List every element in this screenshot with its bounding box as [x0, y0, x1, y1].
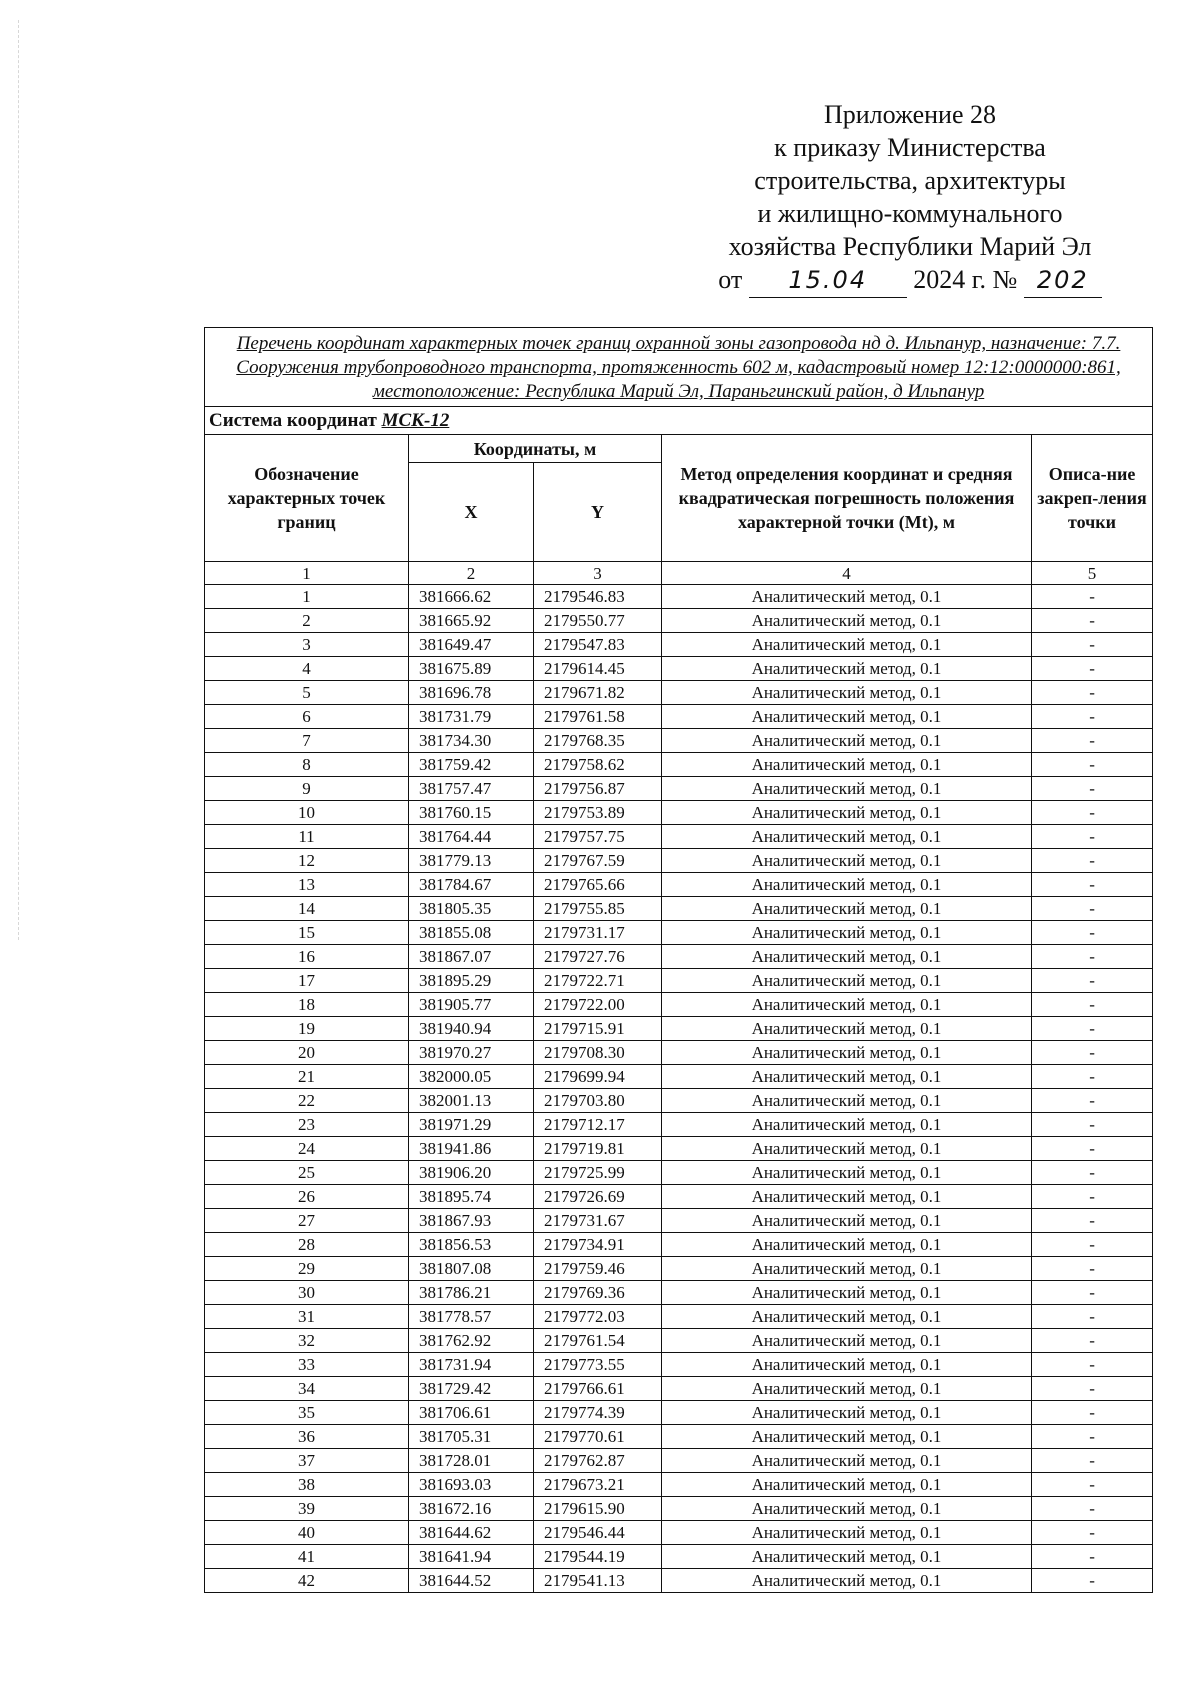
fixation-cell: - [1032, 585, 1153, 609]
table-row [205, 585, 1153, 609]
point-id-cell: 13 [205, 873, 409, 897]
point-id-cell: 28 [205, 1233, 409, 1257]
fixation-cell: - [1032, 753, 1153, 777]
fixation-cell: - [1032, 801, 1153, 825]
y-coord-cell: 2179722.00 [534, 993, 662, 1017]
method-cell: Аналитический метод, 0.1 [662, 873, 1032, 897]
appendix-header [700, 98, 1120, 298]
table-row [205, 1137, 1153, 1161]
table-row [205, 1065, 1153, 1089]
y-coord-cell: 2179719.81 [534, 1137, 662, 1161]
fixation-cell: - [1032, 1281, 1153, 1305]
method-cell: Аналитический метод, 0.1 [662, 1305, 1032, 1329]
fixation-cell: - [1032, 969, 1153, 993]
point-id-cell: 36 [205, 1425, 409, 1449]
method-cell: Аналитический метод, 0.1 [662, 777, 1032, 801]
method-cell: Аналитический метод, 0.1 [662, 1065, 1032, 1089]
table-row [205, 1329, 1153, 1353]
table-row [205, 1281, 1153, 1305]
column-number: 2 [409, 562, 534, 585]
x-coord-cell: 381905.77 [409, 993, 534, 1017]
point-id-cell: 15 [205, 921, 409, 945]
method-cell: Аналитический метод, 0.1 [662, 753, 1032, 777]
fixation-cell: - [1032, 1401, 1153, 1425]
point-id-cell: 27 [205, 1209, 409, 1233]
coordinate-rows [205, 585, 1153, 1593]
table-row [205, 1233, 1153, 1257]
fixation-cell: - [1032, 921, 1153, 945]
header-line: строительства, архитектуры [754, 166, 1066, 195]
table-row [205, 705, 1153, 729]
point-id-cell: 18 [205, 993, 409, 1017]
fixation-cell: - [1032, 1473, 1153, 1497]
method-cell: Аналитический метод, 0.1 [662, 1449, 1032, 1473]
point-id-cell: 11 [205, 825, 409, 849]
fixation-cell: - [1032, 1449, 1153, 1473]
y-coord-cell: 2179614.45 [534, 657, 662, 681]
x-coord-cell: 381729.42 [409, 1377, 534, 1401]
fixation-cell: - [1032, 1329, 1153, 1353]
method-cell: Аналитический метод, 0.1 [662, 633, 1032, 657]
point-id-cell: 16 [205, 945, 409, 969]
method-cell: Аналитический метод, 0.1 [662, 585, 1032, 609]
table-row [205, 1113, 1153, 1137]
point-id-cell: 35 [205, 1401, 409, 1425]
method-cell: Аналитический метод, 0.1 [662, 801, 1032, 825]
point-id-cell: 22 [205, 1089, 409, 1113]
table-row [205, 897, 1153, 921]
y-coord-cell: 2179768.35 [534, 729, 662, 753]
x-coord-cell: 381757.47 [409, 777, 534, 801]
x-coord-cell: 381728.01 [409, 1449, 534, 1473]
fixation-cell: - [1032, 1569, 1153, 1593]
y-coord-cell: 2179767.59 [534, 849, 662, 873]
fixation-cell: - [1032, 945, 1153, 969]
table-row [205, 921, 1153, 945]
fixation-cell: - [1032, 1041, 1153, 1065]
coordinate-system [205, 407, 1153, 435]
method-cell: Аналитический метод, 0.1 [662, 1545, 1032, 1569]
method-cell: Аналитический метод, 0.1 [662, 1257, 1032, 1281]
point-id-cell: 41 [205, 1545, 409, 1569]
table-row [205, 1257, 1153, 1281]
method-cell: Аналитический метод, 0.1 [662, 849, 1032, 873]
point-id-cell: 6 [205, 705, 409, 729]
y-coord-cell: 2179546.83 [534, 585, 662, 609]
method-cell: Аналитический метод, 0.1 [662, 1017, 1032, 1041]
method-cell: Аналитический метод, 0.1 [662, 945, 1032, 969]
x-coord-cell: 381649.47 [409, 633, 534, 657]
point-id-cell: 38 [205, 1473, 409, 1497]
table-row [205, 801, 1153, 825]
column-number: 5 [1032, 562, 1153, 585]
method-cell: Аналитический метод, 0.1 [662, 1497, 1032, 1521]
point-id-cell: 19 [205, 1017, 409, 1041]
fixation-cell: - [1032, 1017, 1153, 1041]
y-coord-cell: 2179699.94 [534, 1065, 662, 1089]
table-row [205, 1161, 1153, 1185]
point-id-cell: 21 [205, 1065, 409, 1089]
method-cell: Аналитический метод, 0.1 [662, 1161, 1032, 1185]
table-row [205, 1041, 1153, 1065]
header-line: Приложение 28 [823, 100, 997, 129]
header-coords: Координаты, м [409, 435, 662, 463]
header-method: Метод определения координат и средняя квадратическая погрешность положения характерной точки (Mt), м [662, 435, 1032, 562]
table-row [205, 1353, 1153, 1377]
y-coord-cell: 2179722.71 [534, 969, 662, 993]
method-cell: Аналитический метод, 0.1 [662, 993, 1032, 1017]
method-cell: Аналитический метод, 0.1 [662, 1233, 1032, 1257]
table-row [205, 1017, 1153, 1041]
x-coord-cell: 381760.15 [409, 801, 534, 825]
point-id-cell: 25 [205, 1161, 409, 1185]
method-cell: Аналитический метод, 0.1 [662, 1425, 1032, 1449]
method-cell: Аналитический метод, 0.1 [662, 1281, 1032, 1305]
point-id-cell: 40 [205, 1521, 409, 1545]
x-coord-cell: 381734.30 [409, 729, 534, 753]
column-number: 1 [205, 562, 409, 585]
method-cell: Аналитический метод, 0.1 [662, 1377, 1032, 1401]
date-year: 2024 г. № [913, 265, 1018, 294]
table-row [205, 1377, 1153, 1401]
order-date-line [700, 263, 1120, 298]
x-coord-cell: 381731.79 [409, 705, 534, 729]
x-coord-cell: 381867.07 [409, 945, 534, 969]
header-y: Y [534, 463, 662, 562]
method-cell: Аналитический метод, 0.1 [662, 897, 1032, 921]
x-coord-cell: 381784.67 [409, 873, 534, 897]
x-coord-cell: 381895.74 [409, 1185, 534, 1209]
point-id-cell: 31 [205, 1305, 409, 1329]
point-id-cell: 32 [205, 1329, 409, 1353]
y-coord-cell: 2179546.44 [534, 1521, 662, 1545]
handwritten-date: 15.04 [788, 266, 868, 294]
table-row [205, 993, 1153, 1017]
x-coord-cell: 381764.44 [409, 825, 534, 849]
y-coord-cell: 2179615.90 [534, 1497, 662, 1521]
y-coord-cell: 2179731.17 [534, 921, 662, 945]
y-coord-cell: 2179755.85 [534, 897, 662, 921]
y-coord-cell: 2179766.61 [534, 1377, 662, 1401]
point-id-cell: 2 [205, 609, 409, 633]
table-row [205, 825, 1153, 849]
table-row [205, 1185, 1153, 1209]
y-coord-cell: 2179541.13 [534, 1569, 662, 1593]
fixation-cell: - [1032, 1521, 1153, 1545]
y-coord-cell: 2179550.77 [534, 609, 662, 633]
x-coord-cell: 381644.52 [409, 1569, 534, 1593]
x-coord-cell: 381805.35 [409, 897, 534, 921]
point-id-cell: 9 [205, 777, 409, 801]
table-row [205, 1569, 1153, 1593]
x-coord-cell: 381940.94 [409, 1017, 534, 1041]
header-point: Обозначение характерных точек границ [205, 435, 409, 562]
x-coord-cell: 381672.16 [409, 1497, 534, 1521]
coordinates-table [204, 327, 1153, 1593]
y-coord-cell: 2179703.80 [534, 1089, 662, 1113]
y-coord-cell: 2179727.76 [534, 945, 662, 969]
table-row [205, 969, 1153, 993]
fixation-cell: - [1032, 849, 1153, 873]
fixation-cell: - [1032, 1353, 1153, 1377]
fixation-cell: - [1032, 657, 1153, 681]
table-row [205, 1521, 1153, 1545]
point-id-cell: 24 [205, 1137, 409, 1161]
y-coord-cell: 2179753.89 [534, 801, 662, 825]
y-coord-cell: 2179725.99 [534, 1161, 662, 1185]
table-row [205, 1305, 1153, 1329]
x-coord-cell: 381779.13 [409, 849, 534, 873]
x-coord-cell: 381970.27 [409, 1041, 534, 1065]
fixation-cell: - [1032, 1113, 1153, 1137]
y-coord-cell: 2179731.67 [534, 1209, 662, 1233]
method-cell: Аналитический метод, 0.1 [662, 1329, 1032, 1353]
table-caption: Перечень координат характерных точек границ охранной зоны газопровода нд д. Ильпанур, назначение: 7.7. Сооружения трубопроводного транспорта, протяженность 602 м, кадастровый номер 12:12:0000000:861, местоположение: Республика Марий Эл, Параньгинский район, д Ильпанур [205, 328, 1153, 407]
x-coord-cell: 381696.78 [409, 681, 534, 705]
table-row [205, 1089, 1153, 1113]
fixation-cell: - [1032, 1185, 1153, 1209]
x-coord-cell: 381705.31 [409, 1425, 534, 1449]
point-id-cell: 26 [205, 1185, 409, 1209]
x-coord-cell: 381759.42 [409, 753, 534, 777]
y-coord-cell: 2179761.54 [534, 1329, 662, 1353]
table-row [205, 1401, 1153, 1425]
fixation-cell: - [1032, 1377, 1153, 1401]
table-row [205, 657, 1153, 681]
method-cell: Аналитический метод, 0.1 [662, 921, 1032, 945]
table-row [205, 1449, 1153, 1473]
point-id-cell: 37 [205, 1449, 409, 1473]
point-id-cell: 4 [205, 657, 409, 681]
x-coord-cell: 381941.86 [409, 1137, 534, 1161]
fixation-cell: - [1032, 1137, 1153, 1161]
x-coord-cell: 382001.13 [409, 1089, 534, 1113]
y-coord-cell: 2179757.75 [534, 825, 662, 849]
method-cell: Аналитический метод, 0.1 [662, 681, 1032, 705]
fixation-cell: - [1032, 873, 1153, 897]
table-row [205, 945, 1153, 969]
point-id-cell: 29 [205, 1257, 409, 1281]
point-id-cell: 1 [205, 585, 409, 609]
point-id-cell: 20 [205, 1041, 409, 1065]
y-coord-cell: 2179673.21 [534, 1473, 662, 1497]
point-id-cell: 5 [205, 681, 409, 705]
x-coord-cell: 381778.57 [409, 1305, 534, 1329]
scan-edge-mark [18, 20, 20, 940]
fixation-cell: - [1032, 777, 1153, 801]
table-row [205, 873, 1153, 897]
header-line: и жилищно-коммунального [757, 199, 1063, 228]
x-coord-cell: 381706.61 [409, 1401, 534, 1425]
table-row [205, 753, 1153, 777]
y-coord-cell: 2179773.55 [534, 1353, 662, 1377]
method-cell: Аналитический метод, 0.1 [662, 1209, 1032, 1233]
y-coord-cell: 2179544.19 [534, 1545, 662, 1569]
x-coord-cell: 381786.21 [409, 1281, 534, 1305]
header-line: хозяйства Республики Марий Эл [728, 232, 1092, 261]
fixation-cell: - [1032, 609, 1153, 633]
y-coord-cell: 2179726.69 [534, 1185, 662, 1209]
table-row [205, 681, 1153, 705]
table-row [205, 729, 1153, 753]
method-cell: Аналитический метод, 0.1 [662, 1521, 1032, 1545]
point-id-cell: 42 [205, 1569, 409, 1593]
method-cell: Аналитический метод, 0.1 [662, 1353, 1032, 1377]
method-cell: Аналитический метод, 0.1 [662, 609, 1032, 633]
table-row [205, 609, 1153, 633]
date-prefix: от [718, 265, 743, 294]
point-id-cell: 23 [205, 1113, 409, 1137]
method-cell: Аналитический метод, 0.1 [662, 969, 1032, 993]
table-row [205, 633, 1153, 657]
x-coord-cell: 381867.93 [409, 1209, 534, 1233]
x-coord-cell: 381675.89 [409, 657, 534, 681]
table-row [205, 849, 1153, 873]
fixation-cell: - [1032, 1209, 1153, 1233]
point-id-cell: 14 [205, 897, 409, 921]
point-id-cell: 39 [205, 1497, 409, 1521]
method-cell: Аналитический метод, 0.1 [662, 825, 1032, 849]
fixation-cell: - [1032, 1545, 1153, 1569]
point-id-cell: 17 [205, 969, 409, 993]
header-x: X [409, 463, 534, 562]
header-line: к приказу Министерства [774, 133, 1046, 162]
method-cell: Аналитический метод, 0.1 [662, 657, 1032, 681]
fixation-cell: - [1032, 1425, 1153, 1449]
fixation-cell: - [1032, 1497, 1153, 1521]
x-coord-cell: 381855.08 [409, 921, 534, 945]
method-cell: Аналитический метод, 0.1 [662, 1185, 1032, 1209]
column-number: 3 [534, 562, 662, 585]
y-coord-cell: 2179671.82 [534, 681, 662, 705]
table-row [205, 1425, 1153, 1449]
point-id-cell: 12 [205, 849, 409, 873]
table-row [205, 1209, 1153, 1233]
table-row [205, 1473, 1153, 1497]
method-cell: Аналитический метод, 0.1 [662, 1473, 1032, 1497]
point-id-cell: 34 [205, 1377, 409, 1401]
method-cell: Аналитический метод, 0.1 [662, 729, 1032, 753]
x-coord-cell: 381641.94 [409, 1545, 534, 1569]
fixation-cell: - [1032, 705, 1153, 729]
x-coord-cell: 381665.92 [409, 609, 534, 633]
fixation-cell: - [1032, 1065, 1153, 1089]
point-id-cell: 7 [205, 729, 409, 753]
point-id-cell: 30 [205, 1281, 409, 1305]
y-coord-cell: 2179772.03 [534, 1305, 662, 1329]
y-coord-cell: 2179774.39 [534, 1401, 662, 1425]
y-coord-cell: 2179759.46 [534, 1257, 662, 1281]
y-coord-cell: 2179758.62 [534, 753, 662, 777]
y-coord-cell: 2179708.30 [534, 1041, 662, 1065]
table-row [205, 777, 1153, 801]
fixation-cell: - [1032, 993, 1153, 1017]
method-cell: Аналитический метод, 0.1 [662, 705, 1032, 729]
order-number-blank [1024, 263, 1102, 298]
coordinate-system-value: МСК-12 [381, 409, 450, 431]
fixation-cell: - [1032, 897, 1153, 921]
x-coord-cell: 381856.53 [409, 1233, 534, 1257]
y-coord-cell: 2179761.58 [534, 705, 662, 729]
table-row [205, 1497, 1153, 1521]
y-coord-cell: 2179769.36 [534, 1281, 662, 1305]
header-desc: Описа-ние закреп-ления точки [1032, 435, 1153, 562]
fixation-cell: - [1032, 1233, 1153, 1257]
x-coord-cell: 381731.94 [409, 1353, 534, 1377]
date-blank [749, 263, 907, 298]
y-coord-cell: 2179770.61 [534, 1425, 662, 1449]
point-id-cell: 3 [205, 633, 409, 657]
y-coord-cell: 2179712.17 [534, 1113, 662, 1137]
column-number-row [205, 562, 1153, 585]
fixation-cell: - [1032, 825, 1153, 849]
y-coord-cell: 2179547.83 [534, 633, 662, 657]
method-cell: Аналитический метод, 0.1 [662, 1401, 1032, 1425]
y-coord-cell: 2179756.87 [534, 777, 662, 801]
x-coord-cell: 381644.62 [409, 1521, 534, 1545]
fixation-cell: - [1032, 633, 1153, 657]
x-coord-cell: 381693.03 [409, 1473, 534, 1497]
x-coord-cell: 382000.05 [409, 1065, 534, 1089]
handwritten-order-number: 202 [1036, 266, 1089, 294]
fixation-cell: - [1032, 681, 1153, 705]
point-id-cell: 10 [205, 801, 409, 825]
point-id-cell: 33 [205, 1353, 409, 1377]
fixation-cell: - [1032, 1305, 1153, 1329]
method-cell: Аналитический метод, 0.1 [662, 1089, 1032, 1113]
fixation-cell: - [1032, 729, 1153, 753]
x-coord-cell: 381666.62 [409, 585, 534, 609]
fixation-cell: - [1032, 1089, 1153, 1113]
x-coord-cell: 381971.29 [409, 1113, 534, 1137]
x-coord-cell: 381906.20 [409, 1161, 534, 1185]
x-coord-cell: 381895.29 [409, 969, 534, 993]
fixation-cell: - [1032, 1257, 1153, 1281]
table-row [205, 1545, 1153, 1569]
column-number: 4 [662, 562, 1032, 585]
method-cell: Аналитический метод, 0.1 [662, 1113, 1032, 1137]
method-cell: Аналитический метод, 0.1 [662, 1569, 1032, 1593]
y-coord-cell: 2179765.66 [534, 873, 662, 897]
point-id-cell: 8 [205, 753, 409, 777]
y-coord-cell: 2179715.91 [534, 1017, 662, 1041]
method-cell: Аналитический метод, 0.1 [662, 1041, 1032, 1065]
fixation-cell: - [1032, 1161, 1153, 1185]
coordinate-system-label: Система координат [209, 409, 377, 431]
x-coord-cell: 381762.92 [409, 1329, 534, 1353]
y-coord-cell: 2179734.91 [534, 1233, 662, 1257]
method-cell: Аналитический метод, 0.1 [662, 1137, 1032, 1161]
x-coord-cell: 381807.08 [409, 1257, 534, 1281]
y-coord-cell: 2179762.87 [534, 1449, 662, 1473]
